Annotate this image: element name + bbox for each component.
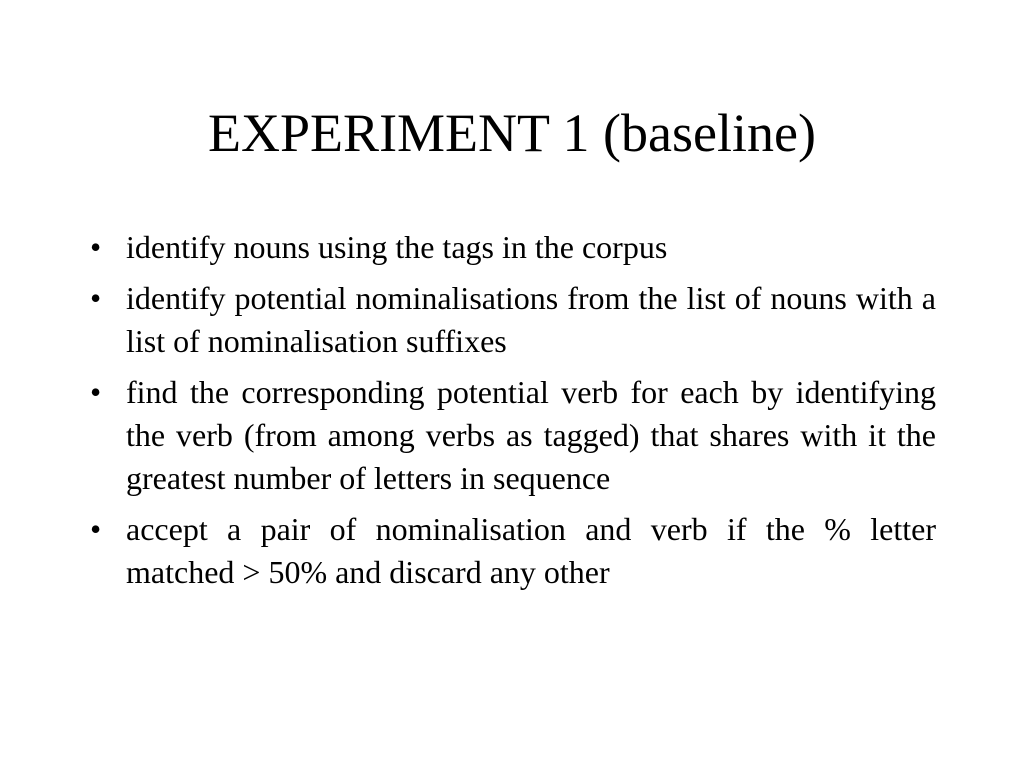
bullet-text: identify potential nominalisations from the list of nouns with a list of nominalisation suffixes <box>126 280 936 359</box>
bullet-icon: • <box>90 229 102 265</box>
bullet-text: find the corresponding potential verb for each by identifying the verb (from among verbs as tagged) that shares with it the greatest number of letters in sequence <box>126 374 936 496</box>
bullet-list <box>90 226 936 602</box>
bullet-text: identify nouns using the tags in the corpus <box>126 229 668 265</box>
bullet-item <box>90 508 936 594</box>
bullet-icon: • <box>90 374 102 410</box>
slide-title: EXPERIMENT 1 (baseline) <box>208 103 816 163</box>
bullet-item <box>90 226 936 269</box>
bullet-text: accept a pair of nominalisation and verb if the % letter matched > 50% and discard any other <box>126 511 936 590</box>
bullet-item <box>90 371 936 500</box>
bullet-icon: • <box>90 280 102 316</box>
bullet-icon: • <box>90 511 102 547</box>
bullet-item <box>90 277 936 363</box>
